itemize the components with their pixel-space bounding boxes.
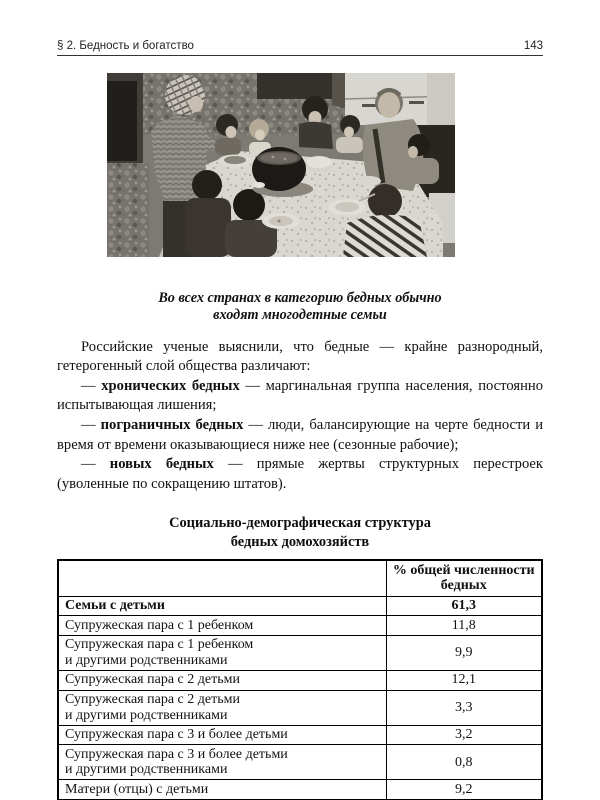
page-number: 143 <box>523 40 543 52</box>
running-header <box>57 0 543 56</box>
row-label: Матери (отцы) с детьми <box>58 780 386 800</box>
intro-paragraph: Российские ученые выяснили, что бедные — крайне разнородный, гетерогенный слой общества различают: <box>57 338 543 375</box>
table-row <box>58 745 542 780</box>
row-label: Семьи с детьми <box>58 596 386 616</box>
table-header-value-cell: % общей численности бедных <box>386 560 542 596</box>
bullet-rest: — прямые жертвы структурных перестроек (уволенные по сокращению штатов). <box>57 456 543 492</box>
bullet-dash: — <box>81 416 101 433</box>
family-photo-illustration <box>107 73 455 257</box>
table-title-line1: Социально-демографическая структура <box>169 515 431 532</box>
table-row <box>58 670 542 690</box>
row-value: 9,9 <box>386 635 542 670</box>
row-value: 0,8 <box>386 745 542 780</box>
row-label: Супружеская пара с 2 детьми <box>58 670 386 690</box>
poverty-structure-table <box>57 559 543 800</box>
row-value: 12,1 <box>386 670 542 690</box>
table-header-row <box>58 560 542 596</box>
photo-caption <box>57 290 543 324</box>
section-title: § 2. Бедность и богатство <box>57 40 194 52</box>
row-label: Супружеская пара с 2 детьми и другими родственниками <box>58 690 386 725</box>
table-title-line2: бедных домохозяйств <box>230 534 370 551</box>
bullet-rest: — люди, балансирующие на черте бедности и время от времени оказывающиеся ниже нее (сезонные рабочие); <box>57 416 543 453</box>
bullet-dash: — <box>81 456 110 473</box>
bullet-chronic-poor <box>57 377 543 416</box>
row-value: 61,3 <box>386 596 542 616</box>
table-row <box>58 616 542 636</box>
row-label: Супружеская пара с 3 и более детьми <box>58 725 386 745</box>
row-value: 3,2 <box>386 725 542 745</box>
bullet-rest: — маргинальная группа населения, постоянно испытывающая лишения; <box>57 377 543 414</box>
photo-caption-line1: Во всех странах в категорию бедных обычно <box>158 290 442 306</box>
row-label: Супружеская пара с 1 ребенком и другими родственниками <box>58 635 386 670</box>
bullet-term: новых бедных <box>109 456 214 473</box>
body-text <box>57 338 543 495</box>
table-header-empty-cell <box>58 560 386 596</box>
row-label: Супружеская пара с 1 ребенком <box>58 616 386 636</box>
row-value: 3,3 <box>386 690 542 725</box>
bullet-term: пограничных бедных <box>100 416 244 433</box>
table-row <box>58 635 542 670</box>
table-row <box>58 725 542 745</box>
row-value: 11,8 <box>386 616 542 636</box>
table-title <box>57 514 543 552</box>
row-label: Супружеская пара с 3 и более детьми и другими родственниками <box>58 745 386 780</box>
bullet-new-poor <box>57 455 543 494</box>
table-row <box>58 596 542 616</box>
photo-caption-line2: входят многодетные семьи <box>213 306 387 323</box>
table-row <box>58 780 542 800</box>
bullet-border-poor <box>57 416 543 455</box>
table-row <box>58 690 542 725</box>
bullet-dash: — <box>81 377 102 394</box>
family-photo <box>107 73 455 257</box>
bullet-term: хронических бедных <box>101 377 240 394</box>
row-value: 9,2 <box>386 780 542 800</box>
